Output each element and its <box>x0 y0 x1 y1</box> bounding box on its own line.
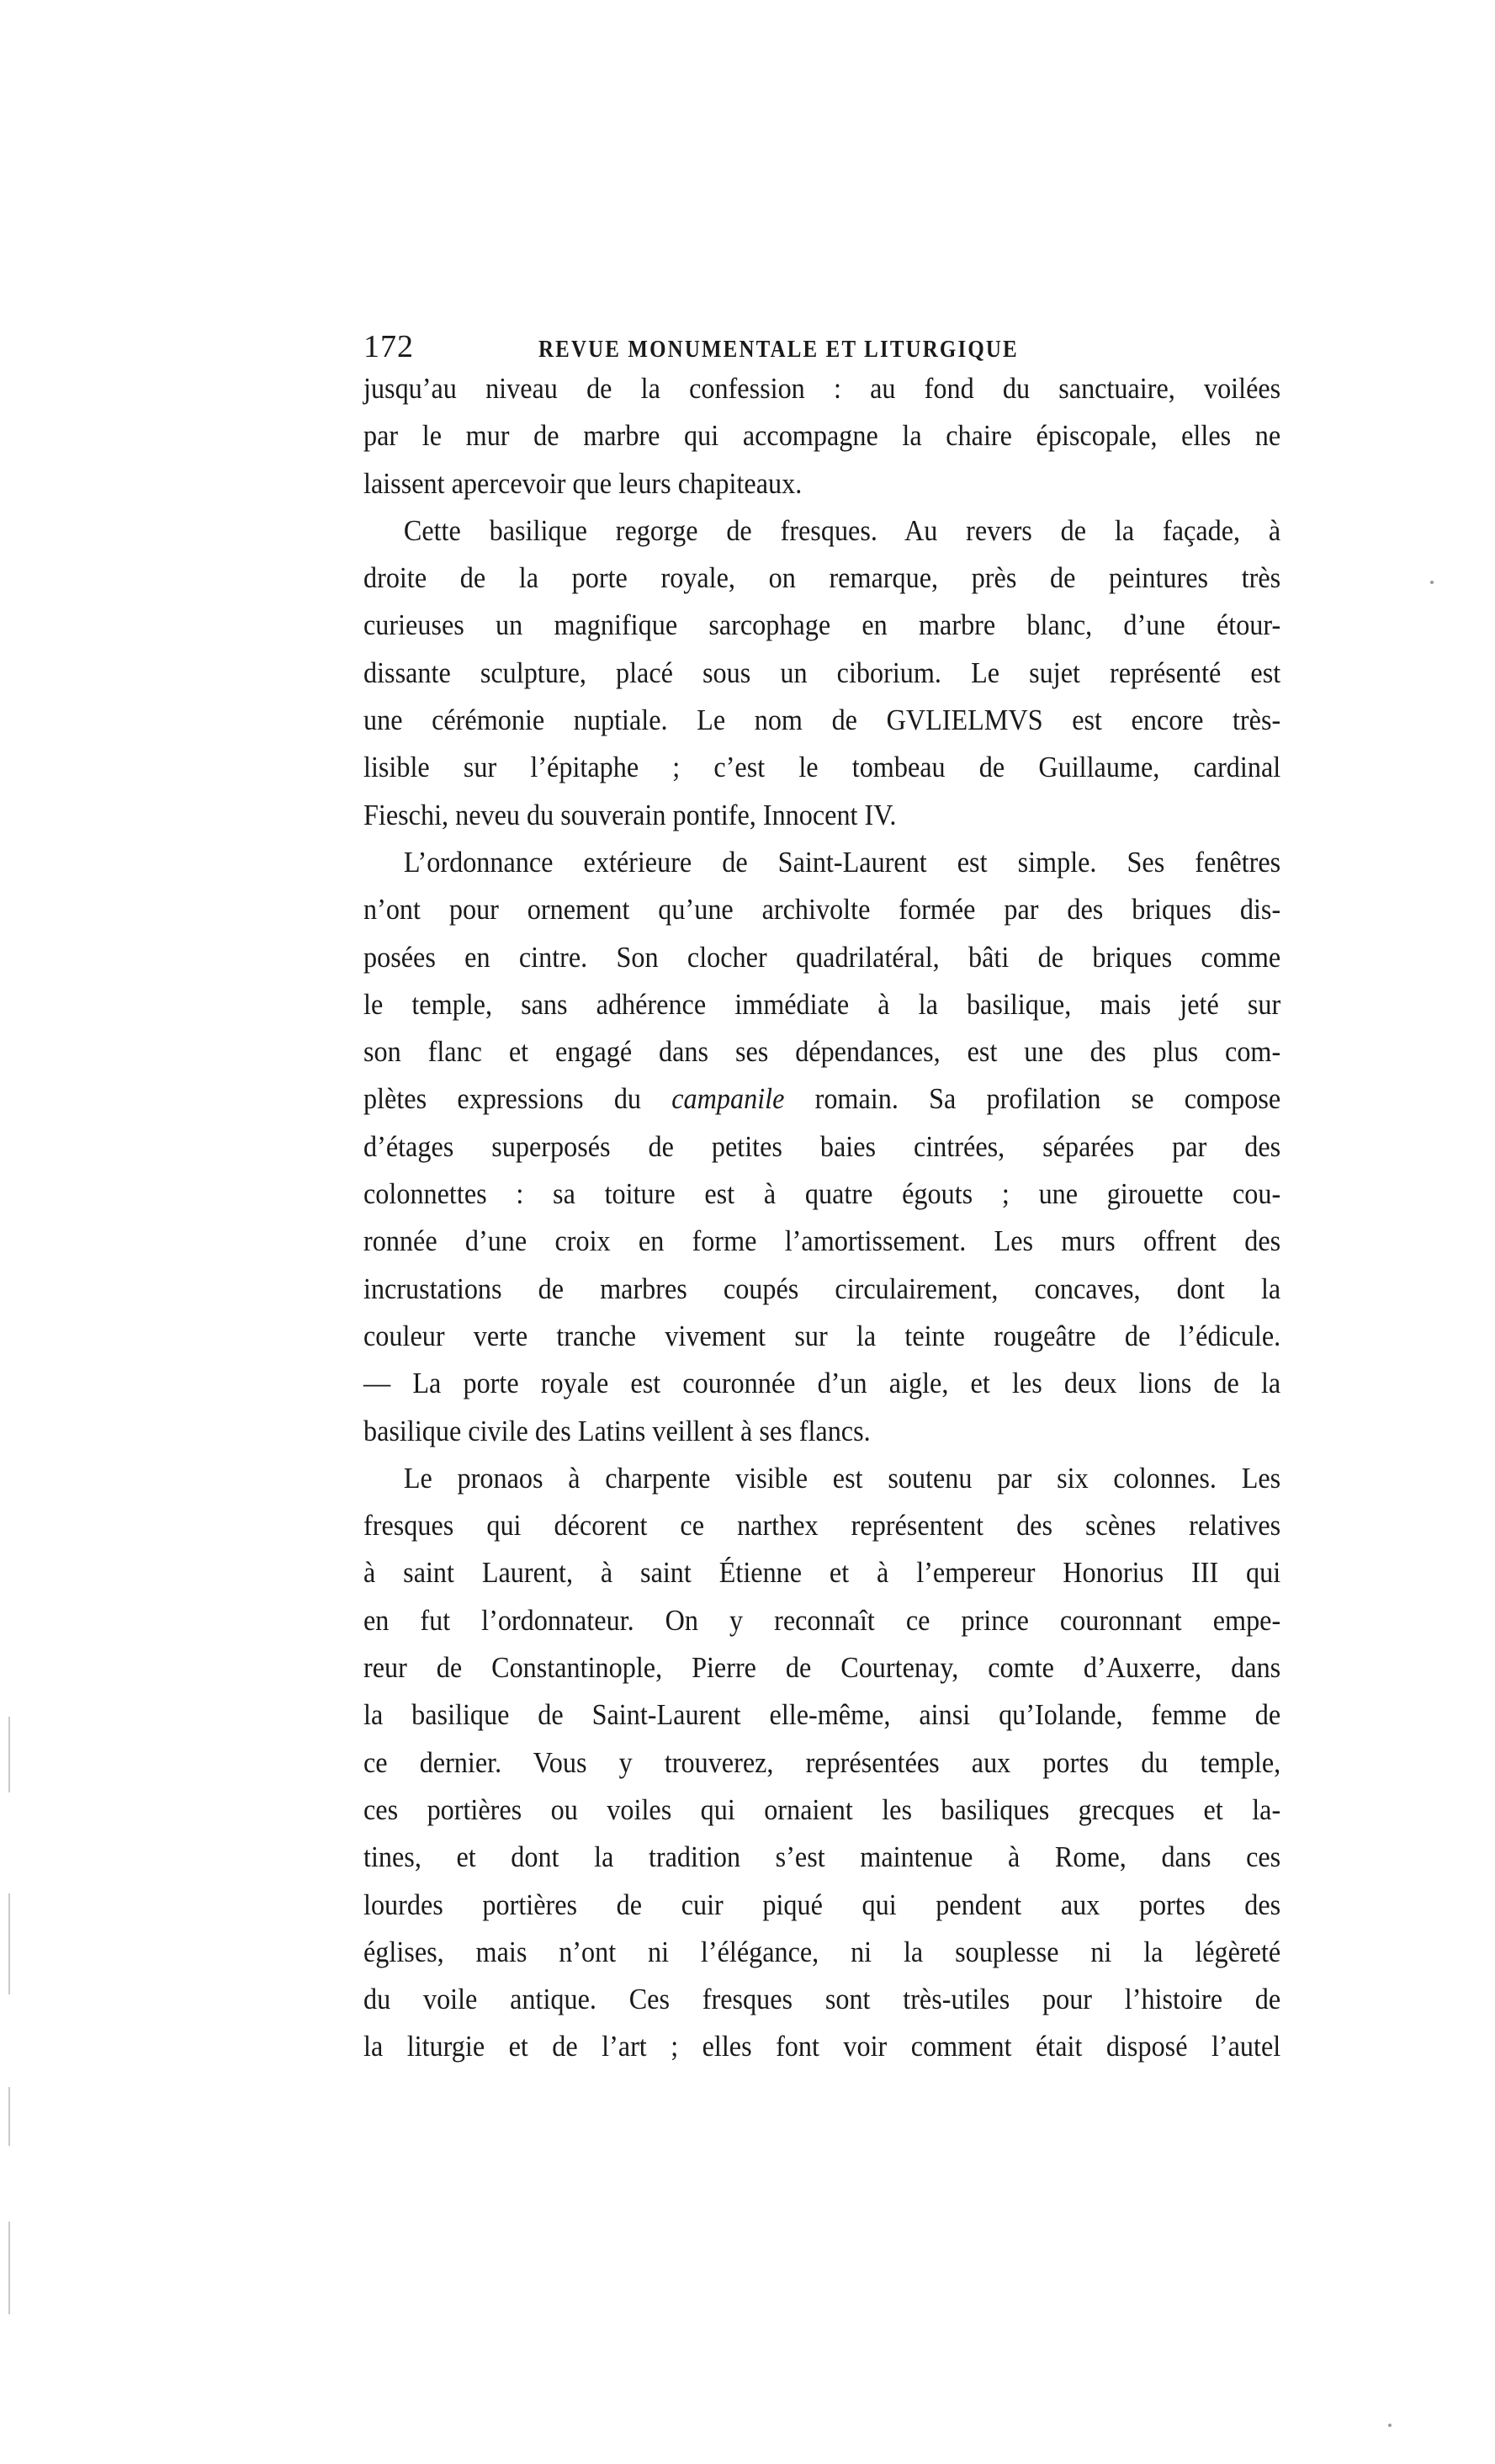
text-line: en fut l’ordonnateur. On y reconnaît ce prince couronnant empe- <box>363 1603 1281 1637</box>
text-line: ronnée d’une croix en forme l’amortissement. Les murs offrent des <box>363 1224 1281 1258</box>
text-line: lisible sur l’épitaphe ; c’est le tombeau de Guillaume, cardinal <box>363 751 1281 784</box>
text-line: incrustations de marbres coupés circulairement, concaves, dont la <box>363 1272 1281 1305</box>
text-line: Le pronaos à charpente visible est soutenu par six colonnes. Les <box>403 1461 1281 1495</box>
scan-edge-mark <box>8 2087 10 2146</box>
italic-term: campanile <box>671 1082 785 1116</box>
scan-edge-mark <box>8 1717 10 1792</box>
text-line: d’étages superposés de petites baies cintrées, séparées par des <box>363 1129 1281 1163</box>
text-line: jusqu’au niveau de la confession : au fond du sanctuaire, voilées <box>363 372 1281 405</box>
text-line: droite de la porte royale, on remarque, près de peintures très <box>363 561 1281 595</box>
text-segment: plètes expressions du <box>363 1082 672 1116</box>
text-line: colonnettes : sa toiture est à quatre égouts ; une girouette cou- <box>363 1177 1281 1211</box>
text-line: Cette basilique regorge de fresques. Au revers de la façade, à <box>403 513 1281 547</box>
running-head <box>363 330 1280 364</box>
text-line: à saint Laurent, à saint Étienne et à l’empereur Honorius III qui <box>363 1556 1281 1590</box>
text-segment: romain. Sa profilation se compose <box>784 1082 1281 1116</box>
scan-speck <box>1430 581 1434 584</box>
paragraph <box>363 365 1280 507</box>
text-line: basilique civile des Latins veillent à ses flancs. <box>363 1414 871 1447</box>
text-line: la basilique de Saint-Laurent elle-même, ainsi qu’Iolande, femme de <box>363 1698 1281 1732</box>
paragraph <box>363 1455 1280 2071</box>
text-line: laissent apercevoir que leurs chapiteaux. <box>363 466 803 500</box>
text-line: reur de Constantinople, Pierre de Courtenay, comte d’Auxerre, dans <box>363 1651 1281 1685</box>
text-line: lourdes portières de cuir piqué qui pendent aux portes des <box>363 1888 1281 1921</box>
text-line: du voile antique. Ces fresques sont très-utiles pour l’histoire de <box>363 1983 1281 2016</box>
text-line: L’ordonnance extérieure de Saint-Laurent est simple. Ses fenêtres <box>403 845 1281 879</box>
text-line: fresques qui décorent ce narthex représentent des scènes relatives <box>363 1509 1281 1543</box>
text-line: tines, et dont la tradition s’est maintenue à Rome, dans ces <box>363 1840 1281 1874</box>
text-line: Fieschi, neveu du souverain pontife, Innocent IV. <box>363 798 897 831</box>
text-line: n’ont pour ornement qu’une archivolte formée par des briques dis- <box>363 893 1281 927</box>
text-line: ces portières ou voiles qui ornaient les basiliques grecques et la- <box>363 1792 1281 1826</box>
text-line: curieuses un magnifique sarcophage en marbre blanc, d’une étour- <box>363 608 1281 642</box>
text-line: son flanc et engagé dans ses dépendances, est une des plus com- <box>363 1035 1281 1069</box>
text-line: le temple, sans adhérence immédiate à la basilique, mais jeté sur <box>363 987 1281 1021</box>
page-number: 172 <box>363 329 414 364</box>
text-line: posées en cintre. Son clocher quadrilatéral, bâti de briques comme <box>363 940 1281 974</box>
text-line: par le mur de marbre qui accompagne la chaire épiscopale, elles ne <box>363 419 1281 453</box>
body-text <box>363 365 1280 2071</box>
paragraph <box>363 507 1280 839</box>
text-line: églises, mais n’ont ni l’élégance, ni la souplesse ni la légèreté <box>363 1935 1281 1968</box>
text-line: la liturgie et de l’art ; elles font voir comment était disposé l’autel <box>363 2030 1281 2063</box>
text-line: ce dernier. Vous y trouverez, représentées aux portes du temple, <box>363 1745 1281 1779</box>
scan-speck <box>1388 2424 1392 2427</box>
text-line: — La porte royale est couronnée d’un aigle, et les deux lions de la <box>363 1367 1281 1400</box>
text-line-with-italic <box>363 1075 1280 1123</box>
paragraph <box>363 839 1280 1455</box>
journal-title: REVUE MONUMENTALE ET LITURGIQUE <box>538 336 1019 363</box>
text-line: couleur verte tranche vivement sur la teinte rougeâtre de l’édicule. <box>363 1319 1281 1352</box>
text-line: dissante sculpture, placé sous un ciborium. Le sujet représenté est <box>363 656 1281 689</box>
text-line: une cérémonie nuptiale. Le nom de GVLIELMVS est encore très- <box>363 704 1281 737</box>
scan-edge-mark <box>8 1893 10 1994</box>
scan-edge-mark <box>8 2222 10 2314</box>
